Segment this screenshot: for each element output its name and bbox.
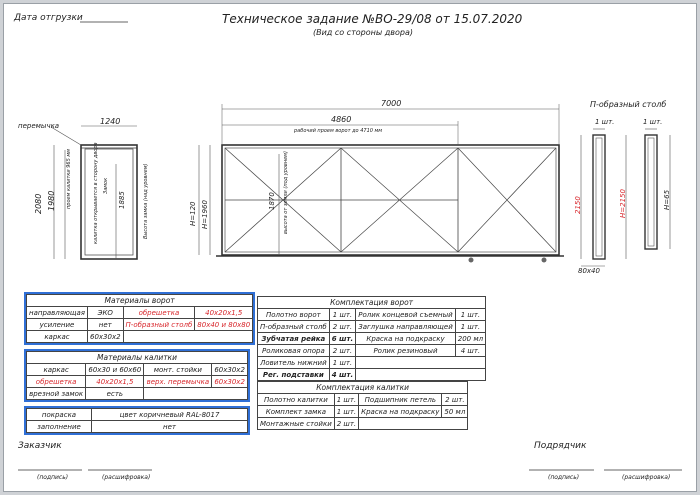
cell: 1 шт. (329, 357, 355, 369)
cell: каркас (27, 364, 86, 376)
cell: Комплект замка (258, 406, 335, 418)
gate-opening-width: 4860 (331, 115, 352, 124)
gate-height-1870: 1870 (268, 192, 276, 210)
post-qty-2: 1 шт. (643, 118, 663, 126)
cell: Зубчатая рейка (258, 333, 330, 345)
contractor-decode-caption: (расшифровка) (622, 474, 671, 481)
cell: 1 шт. (455, 309, 485, 321)
cell: 1 шт. (455, 321, 485, 333)
cell: покраска (27, 409, 92, 421)
cell: цвет коричневый RAL-8017 (92, 409, 248, 421)
post-height-h65: Н=65 (663, 189, 671, 210)
cell: усиление (27, 319, 88, 331)
cell: 60х30х2 (87, 331, 123, 343)
materials-gate-table (26, 294, 253, 343)
cell (356, 369, 486, 381)
kit-gate-title: Комплектация ворот (258, 297, 486, 309)
cell: 1 шт. (329, 309, 355, 321)
cell: обрешетка (27, 376, 86, 388)
cell: 2 шт. (442, 394, 468, 406)
door-width-dim: 1240 (100, 117, 121, 126)
cell: 40х20х1,5 (86, 376, 144, 388)
cell: 2 шт. (329, 321, 355, 333)
kit-gate-table (257, 296, 486, 381)
customer-label: Заказчик (18, 441, 62, 451)
post-size: 80х40 (578, 267, 600, 275)
cell: Подшипник петель (359, 394, 442, 406)
customer-decode-caption: (расшифровка) (102, 474, 151, 481)
document-title: Техническое задание №ВО-29/08 от 15.07.2020 (222, 12, 523, 26)
cell: 1 шт. (334, 394, 358, 406)
cell: Краска на подкраску (359, 406, 442, 418)
cell: Ролик резиновый (356, 345, 456, 357)
cell: 60х30х2 (212, 364, 248, 376)
cell: 80х40 и 80х80 (195, 319, 253, 331)
cell (356, 357, 486, 369)
cell: Рег. подставки (258, 369, 330, 381)
materials-wicket-table (26, 351, 248, 400)
cell: Полотно калитки (258, 394, 335, 406)
lintel-label: перемычка (18, 122, 60, 130)
cell: 2 шт. (334, 418, 358, 430)
gate-height-1960: Н=1960 (201, 200, 209, 229)
cell: заполнение (27, 421, 92, 433)
cell: 50 мл (442, 406, 468, 418)
cell: 4 шт. (329, 369, 355, 381)
post-label: П-образный столб (590, 100, 667, 109)
post-height-2150: 2150 (574, 196, 582, 214)
cell: каркас (27, 331, 88, 343)
cell: ЭКО (87, 307, 123, 319)
cell: нет (92, 421, 248, 433)
cell: 40х20х1,5 (195, 307, 253, 319)
cell: 6 шт. (329, 333, 355, 345)
drawing-sheet (3, 3, 697, 492)
cell: обрешетка (123, 307, 195, 319)
cell: 60х30 и 60х60 (86, 364, 144, 376)
materials-wicket-title: Материалы калитки (27, 352, 248, 364)
cell: П-образный столб (123, 319, 195, 331)
materials-gate-title: Материалы ворот (27, 295, 253, 307)
post-qty-1: 1 шт. (595, 118, 615, 126)
cell (144, 388, 248, 400)
shipping-date-label: Дата отгрузки (14, 13, 83, 23)
cell: Ловитель нижний (258, 357, 330, 369)
cell (123, 331, 253, 343)
cell: врезной замок (27, 388, 86, 400)
finish-table (26, 408, 248, 433)
cell: Роликовая опора (258, 345, 330, 357)
door-height-1980: 1980 (47, 190, 56, 211)
door-side-note: проем калитки 965 мм (66, 149, 72, 209)
cell: направляющая (27, 307, 88, 319)
gate-opening-note: рабочий проем ворот до 4710 мм (294, 128, 383, 134)
cell: 4 шт. (455, 345, 485, 357)
gate-total-width: 7000 (381, 99, 402, 108)
cell: есть (86, 388, 144, 400)
contractor-label: Подрядчик (534, 441, 587, 451)
cell: 1 шт. (334, 406, 358, 418)
kit-wicket-table (257, 381, 468, 430)
document-subtitle: (Вид со стороны двора) (313, 28, 413, 37)
lock-note: Замок (103, 177, 109, 194)
cell: Ролик концевой съемный (356, 309, 456, 321)
cell: верх. перемычка (144, 376, 212, 388)
cell: 200 мл (455, 333, 485, 345)
post-height-h2150: Н=2150 (619, 189, 627, 218)
cell: 2 шт. (329, 345, 355, 357)
cell: Заглушка направляющей (356, 321, 456, 333)
kit-wicket-title: Комплектация калитки (258, 382, 468, 394)
customer-sign-caption: (подпись) (37, 474, 69, 481)
door-height-1885: 1885 (118, 191, 126, 209)
gate-height-120: Н=120 (189, 201, 197, 226)
door-open-note: калитка открывается в сторону двора (93, 142, 99, 244)
contractor-sign-caption: (подпись) (548, 474, 580, 481)
cell: монт. стойки (144, 364, 212, 376)
gate-height-note: высота от земли (под уровнем) (283, 151, 289, 234)
cell: Монтажные стойки (258, 418, 335, 430)
lock-height-note: Высота замка (над уровнем) (143, 163, 149, 239)
cell: Полотно ворот (258, 309, 330, 321)
cell (359, 418, 468, 430)
cell: нет (87, 319, 123, 331)
cell: 60х30х2 (212, 376, 248, 388)
cell: П-образный столб (258, 321, 330, 333)
door-height-2080: 2080 (34, 193, 43, 214)
cell: Краска на подкраску (356, 333, 456, 345)
